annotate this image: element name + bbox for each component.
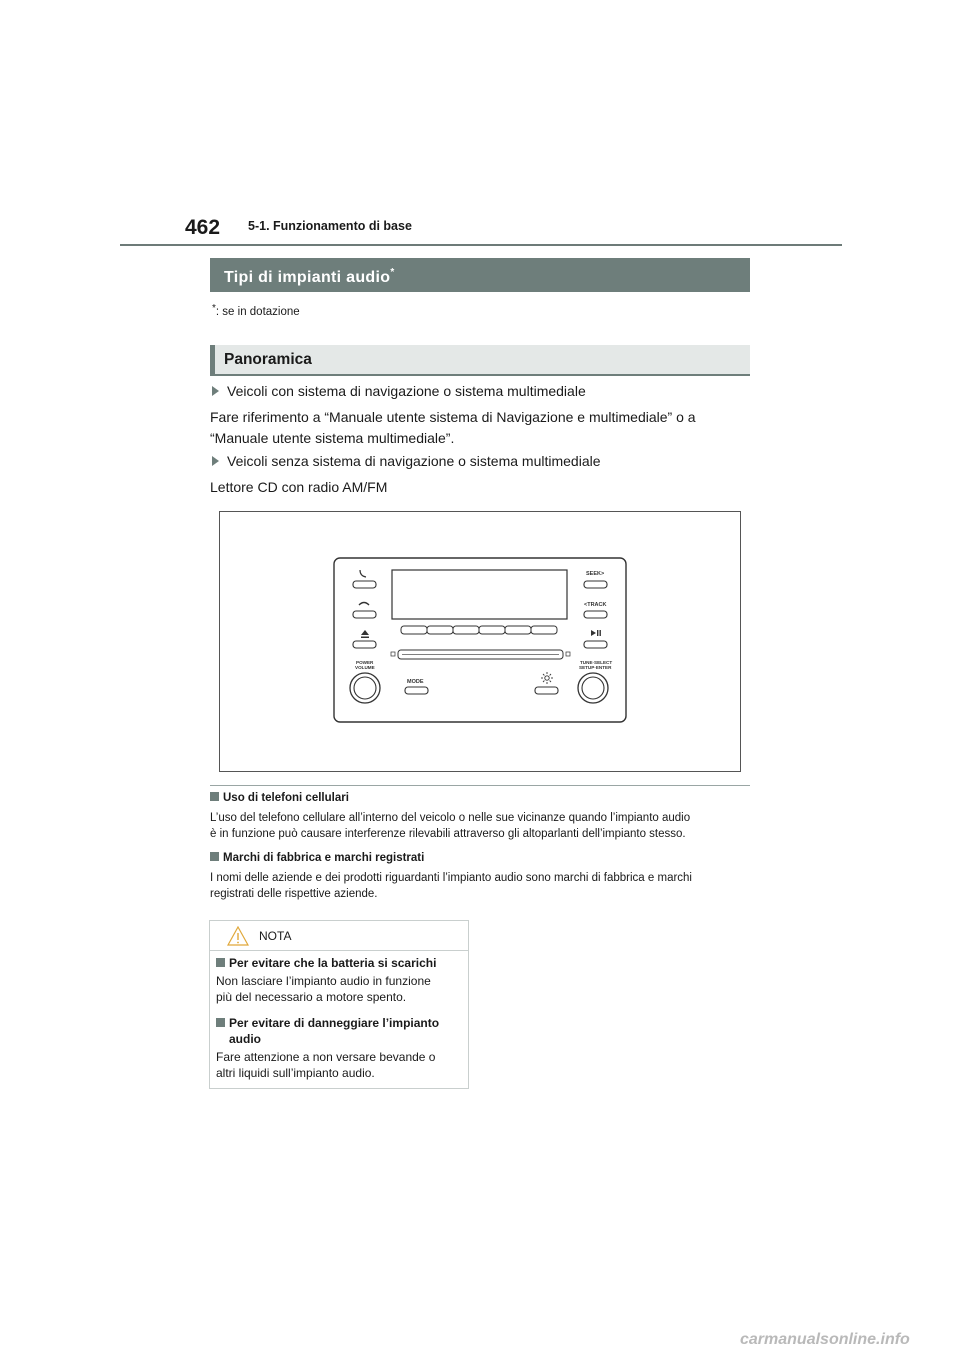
- note-body: [210, 810, 750, 842]
- preset-button: [531, 626, 557, 634]
- note-body: [210, 870, 750, 902]
- nota-heading-text: Per evitare che la batteria si scarichi: [229, 956, 437, 970]
- display-screen: [392, 570, 567, 619]
- nota-paragraph: [216, 973, 466, 1005]
- track-label: <TRACK: [584, 602, 607, 608]
- bullet-item: [212, 453, 601, 469]
- setup-enter-label: SETUP·ENTER: [579, 665, 612, 670]
- note-heading: [210, 852, 424, 864]
- preset-button: [505, 626, 531, 634]
- figure-divider: [210, 785, 750, 786]
- seek-label: SEEK>: [586, 571, 605, 577]
- nota-heading-text: audio: [229, 1032, 261, 1046]
- seek-button: [584, 581, 607, 588]
- audio-unit-drawing: [220, 512, 742, 773]
- header-divider: [120, 244, 842, 246]
- note-line: L’uso del telefono cellulare all’interno del veicolo o nelle sue vicinanze quando l’impianto audio: [210, 812, 691, 824]
- page-number: 462: [185, 216, 221, 239]
- note-heading-text: Uso di telefoni cellulari: [223, 792, 349, 804]
- phone-hangup-button: [353, 611, 376, 618]
- note-heading: [210, 792, 349, 804]
- section-title: Tipi di impianti audio: [224, 269, 391, 286]
- watermark: carmanualsonline.info: [740, 1331, 910, 1348]
- subsection-title: Panoramica: [210, 345, 750, 376]
- square-bullet-icon: [210, 852, 219, 861]
- note-heading-text: Marchi di fabbrica e marchi registrati: [223, 852, 425, 864]
- brightness-button: [535, 687, 558, 694]
- nota-paragraph: [216, 1049, 466, 1081]
- paragraph: [210, 407, 755, 449]
- footnote-text: : se in dotazione: [215, 306, 300, 318]
- preset-button: [453, 626, 479, 634]
- track-button: [584, 611, 607, 618]
- section-reference: 5-1. Funzionamento di base: [248, 219, 412, 233]
- preset-button: [479, 626, 505, 634]
- section-title-bar: [210, 258, 750, 292]
- power-label: POWER: [356, 660, 374, 665]
- note-line: è in funzione può causare interferenze rilevabili attraverso gli altoparlanti dell’impianto stesso.: [210, 828, 686, 840]
- play-pause-button: [584, 641, 607, 648]
- nota-line: più del necessario a motore spento.: [216, 990, 407, 1004]
- tune-select-label: TUNE·SELECT: [580, 660, 613, 665]
- mode-label: MODE: [407, 679, 424, 685]
- paragraph-line: “Manuale utente sistema multimediale”.: [210, 430, 455, 446]
- nota-box: [209, 920, 469, 1089]
- nota-line: altri liquidi sull’impianto audio.: [216, 1066, 375, 1080]
- nota-header: [210, 921, 468, 951]
- nota-line: Non lasciare l’impianto audio in funzione: [216, 974, 431, 988]
- footnote: [212, 303, 300, 318]
- paragraph: Lettore CD con radio AM/FM: [210, 479, 388, 495]
- nota-line: Fare attenzione a non versare bevande o: [216, 1050, 436, 1064]
- eject-button: [353, 641, 376, 648]
- paragraph-line: Fare riferimento a “Manuale utente sistema di Navigazione e multimediale” o a: [210, 409, 696, 425]
- square-bullet-icon: [216, 1018, 225, 1027]
- title-footnote-mark: *: [390, 267, 395, 278]
- bullet-text: Veicoli con sistema di navigazione o sistema multimediale: [227, 383, 586, 399]
- footnote-mark: *: [212, 303, 216, 314]
- note-line: I nomi delle aziende e dei prodotti riguardanti l’impianto audio sono marchi di fabbrica e marchi: [210, 872, 692, 884]
- bullet-text: Veicoli senza sistema di navigazione o sistema multimediale: [227, 453, 601, 469]
- square-bullet-icon: [210, 792, 219, 801]
- square-bullet-icon: [216, 958, 225, 967]
- nota-heading-text: Per evitare di danneggiare l’impianto: [229, 1016, 440, 1030]
- note-line: registrati delle rispettive aziende.: [210, 888, 378, 900]
- nota-title: NOTA: [259, 929, 292, 943]
- volume-label: VOLUME: [355, 665, 375, 670]
- audio-unit-illustration: [219, 511, 741, 772]
- triangle-bullet-icon: [212, 386, 219, 396]
- phone-pickup-button: [353, 581, 376, 588]
- preset-buttons: [401, 626, 557, 634]
- nota-heading: [216, 1015, 466, 1047]
- warning-triangle-icon: [227, 926, 249, 946]
- preset-button: [427, 626, 453, 634]
- bullet-item: [212, 383, 586, 399]
- nota-heading: [216, 955, 466, 971]
- mode-button: [405, 687, 428, 694]
- triangle-bullet-icon: [212, 456, 219, 466]
- preset-button: [401, 626, 427, 634]
